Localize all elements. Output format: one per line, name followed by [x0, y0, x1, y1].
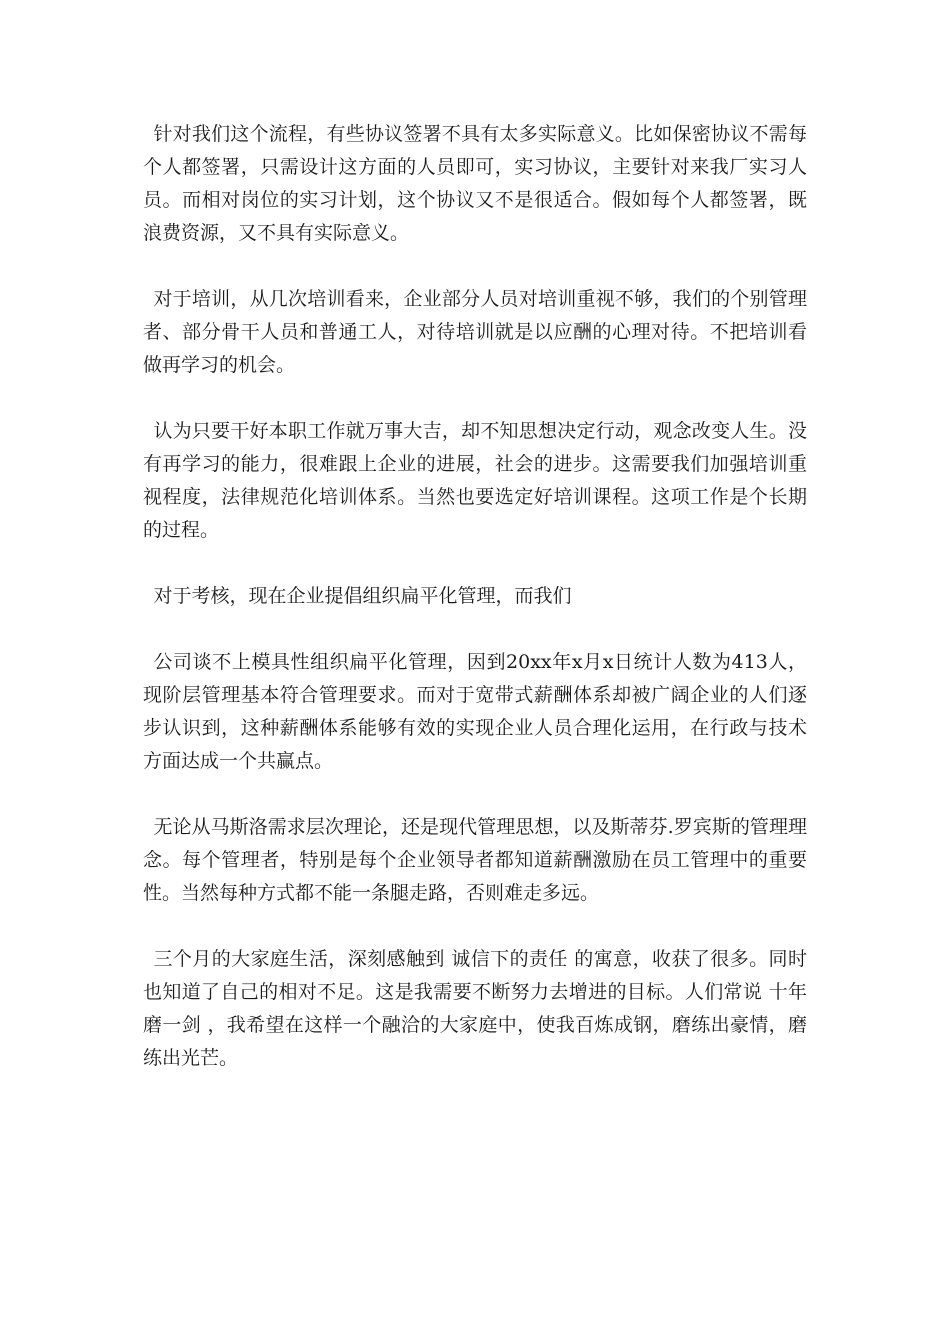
paragraph: 对于考核，现在企业提倡组织扁平化管理，而我们 [153, 585, 572, 607]
paragraph: 无论从马斯洛需求层次理论，还是现代管理思想，以及斯蒂芬.罗宾斯的管理理念。每个管理者，特别是每个企业领导者都知道薪酬激励在员工管理中的重要性。当然每种方式都不能一条腿走路，否则难走多远。 [143, 816, 807, 904]
paragraph: 三个月的大家庭生活，深刻感触到 诚信下的责任 的寓意，收获了很多。同时也知道了自己的相对不足。这是我需要不断努力去增进的目标。人们常说 十年磨一剑 ，我希望在这样一个融洽的大家庭中，使我百炼成钢，磨练出豪情，磨练出光芒。 [143, 948, 807, 1069]
document-body [143, 118, 807, 1108]
paragraph: 针对我们这个流程，有些协议签署不具有太多实际意义。比如保密协议不需每个人都签署，只需设计这方面的人员即可，实习协议，主要针对来我厂实习人员。而相对岗位的实习计划，这个协议又不是很适合。假如每个人都签署，既浪费资源，又不具有实际意义。 [143, 123, 807, 244]
paragraph: 公司谈不上模具性组织扁平化管理，因到20xx年x月x日统计人数为413人，现阶层管理基本符合管理要求。而对于宽带式薪酬体系却被广阔企业的人们逐步认识到，这种薪酬体系能够有效的实现企业人员合理化运用，在行政与技术方面达成一个共赢点。 [143, 651, 807, 772]
paragraph: 对于培训，从几次培训看来，企业部分人员对培训重视不够，我们的个别管理者、部分骨干人员和普通工人，对待培训就是以应酬的心理对待。不把培训看做再学习的机会。 [143, 288, 807, 376]
paragraph: 认为只要干好本职工作就万事大吉，却不知思想决定行动，观念改变人生。没有再学习的能力，很难跟上企业的进展，社会的进步。这需要我们加强培训重视程度，法律规范化培训体系。当然也要选定好培训课程。这项工作是个长期的过程。 [143, 420, 807, 541]
